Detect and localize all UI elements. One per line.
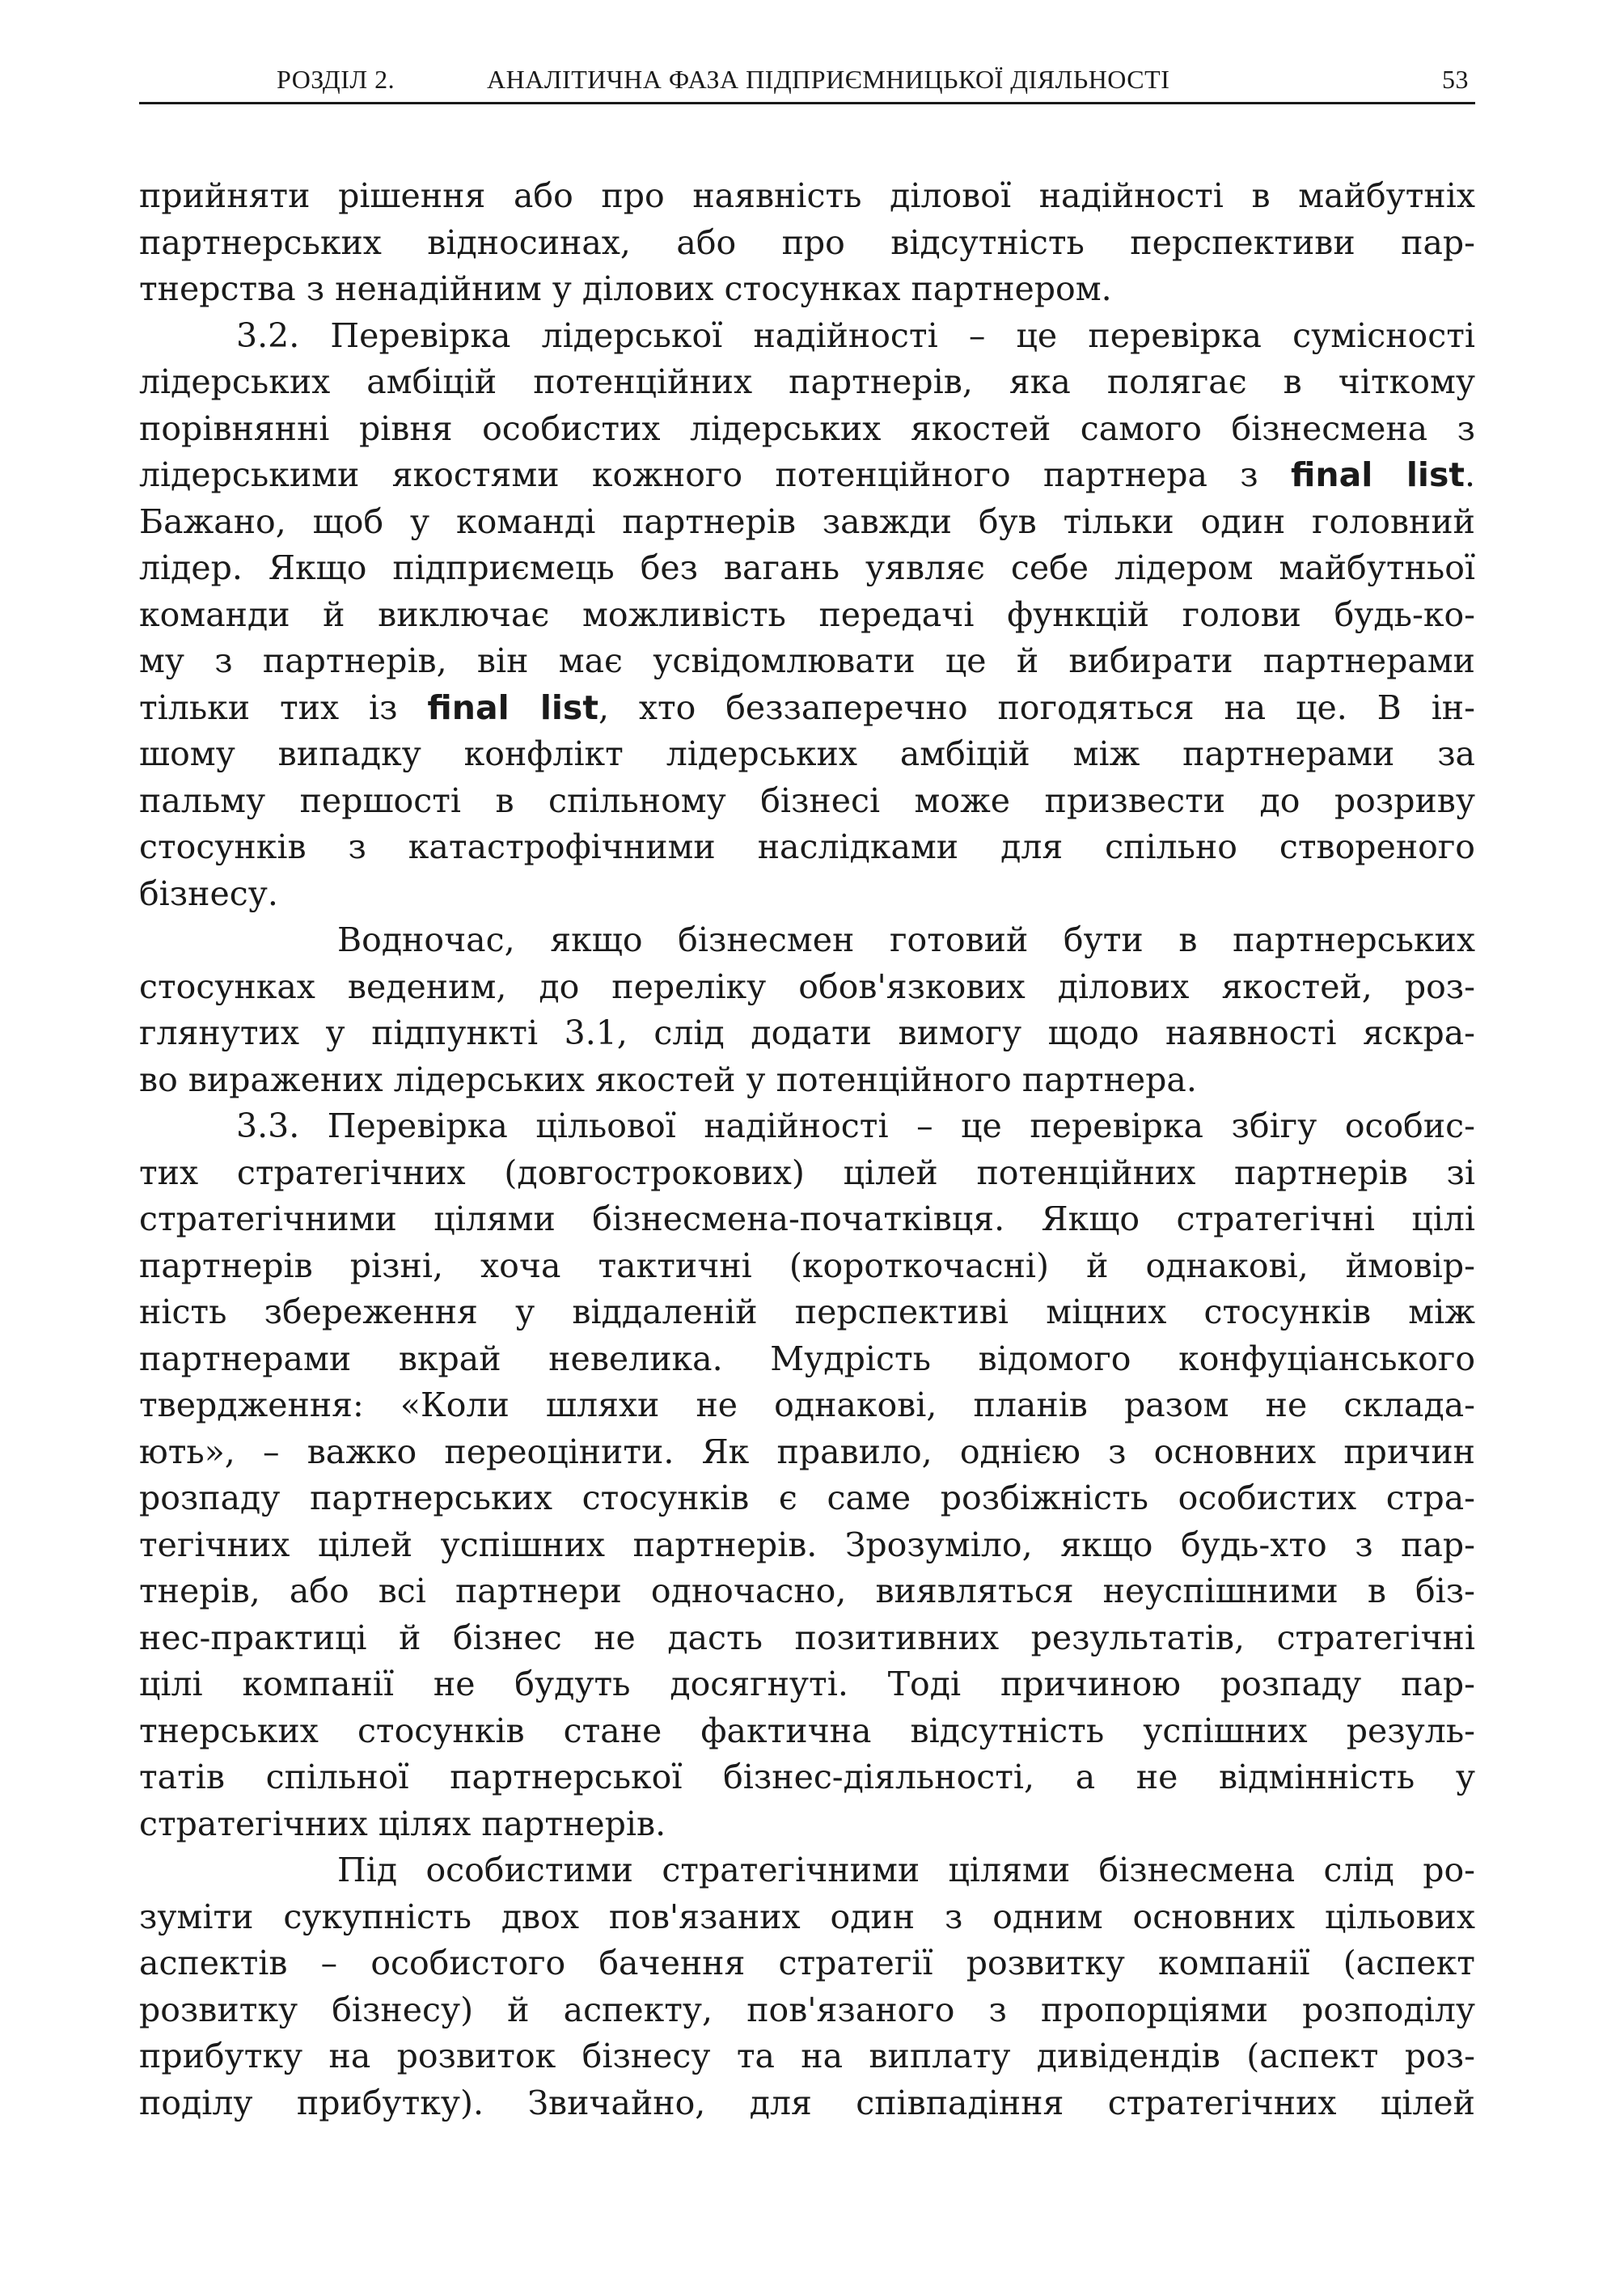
text-line: пальму першості в спільному бізнесі може призвести до розриву [139,781,1475,820]
text-line: ність збереження у віддаленій перспективі міцних стосунків між [139,1292,1475,1331]
text-fragment: лідерськими якостями кожного потенційного партнера з [139,455,1291,494]
text-line: ють», – важко переоцінити. Як правило, однією з основних причин [139,1432,1475,1471]
text-line [139,452,1475,499]
text-fragment: тільки тих із [139,687,428,727]
text-line: команди й виключає можливість передачі функцій голови будь-ко- [139,594,1475,634]
running-header [139,60,1475,104]
text-line: глянутих у підпункті 3.1, слід додати вимогу щодо наявності яскра- [139,1013,1475,1052]
text-line: порівнянні рівня особистих лідерських якостей самого бізнесмена з [139,408,1475,448]
text-line: шому випадку конфлікт лідерських амбіцій між партнерами за [139,734,1475,773]
text-line: партнерами вкрай невелика. Мудрість відомого конфуціанського [139,1339,1475,1378]
text-line: татів спільної партнерської бізнес-діяльності, а не відмінність у [139,1758,1475,1796]
text-line: Під особистими стратегічними цілями бізнесмена слід ро- [337,1851,1475,1889]
text-fragment: , хто беззаперечно погодяться на це. В ін- [598,687,1475,727]
page-body [139,173,1475,2126]
text-line: тих стратегічних (довгострокових) цілей потенційних партнерів зі [139,1153,1475,1192]
text-line: нес-практиці й бізнес не дасть позитивних результатів, стратегічні [139,1618,1475,1657]
text-line: тнерства з ненадійним у ділових стосунках партнером. [139,269,1112,308]
text-line: Водночас, якщо бізнесмен готовий бути в партнерських [337,920,1475,959]
header-chapter-title: АНАЛІТИЧНА ФАЗА ПІДПРИЄМНИЦЬКОЇ ДІЯЛЬНОСТІ [487,65,1170,94]
text-line: розпаду партнерських стосунків є саме розбіжність особистих стра- [139,1479,1475,1517]
text-line: во виражених лідерських якостей у потенційного партнера. [139,1060,1197,1099]
text-line: прийняти рішення або про наявність ділової надійності в майбутніх [139,176,1475,215]
text-line: стосунках веденим, до переліку обов'язкових ділових якостей, роз- [139,967,1475,1006]
text-fragment: . [1464,455,1475,494]
text-line: лідер. Якщо підприємець без вагань уявляє себе лідером майбутньої [139,548,1475,587]
text-line: стратегічних цілях партнерів. [139,1804,666,1843]
text-line: тнерських стосунків стане фактична відсутність успішних резуль- [139,1711,1475,1750]
final-list-term: final list [1290,455,1465,494]
text-line: аспектів – особистого бачення стратегії розвитку компанії (аспект [139,1944,1475,1982]
text-line: 3.3. Перевірка цільової надійності – це перевірка збігу особис- [236,1106,1475,1145]
text-line: партнерів різні, хоча тактичні (короткочасні) й однакові, ймовір- [139,1246,1475,1285]
text-line: бізнесу. [139,874,278,913]
text-line: цілі компанії не будуть досягнуті. Тоді причиною розпаду пар- [139,1665,1475,1703]
text-line: тегічних цілей успішних партнерів. Зрозуміло, якщо будь-хто з пар- [139,1525,1475,1564]
text-line: прибутку на розвиток бізнесу та на виплату дивідендів (аспект роз- [139,2037,1475,2075]
text-line: лідерських амбіцій потенційних партнерів, яка полягає в чіткому [139,362,1475,401]
final-list-term: final list [427,687,598,727]
text-line: му з партнерів, він має усвідомлювати це й вибирати партнерами [139,641,1475,680]
text-line: розвитку бізнесу) й аспекту, пов'язаного з пропорціями розподілу [139,1990,1475,2029]
text-line: 3.2. Перевірка лідерської надійності – це перевірка сумісності [236,315,1475,355]
text-line: твердження: «Коли шляхи не однакові, планів разом не склада- [139,1386,1475,1424]
page-number: 53 [1442,65,1469,94]
text-line: поділу прибутку). Звичайно, для співпадіння стратегічних цілей [139,2083,1475,2122]
header-section-label: РОЗДІЛ 2. [277,65,395,94]
text-line: партнерських відносинах, або про відсутність перспективи пар- [139,222,1475,262]
text-line: зуміти сукупність двох пов'язаних один з одним основних цільових [139,1897,1475,1936]
text-line: Бажано, щоб у команді партнерів завжди був тільки один головний [139,501,1475,541]
text-line: тнерів, або всі партнери одночасно, виявляться неуспішними в біз- [139,1572,1475,1610]
text-line: стосунків з катастрофічними наслідками для спільно створеного [139,827,1475,866]
text-line [139,685,1475,732]
text-line: стратегічними цілями бізнесмена-початківця. Якщо стратегічні цілі [139,1199,1475,1238]
